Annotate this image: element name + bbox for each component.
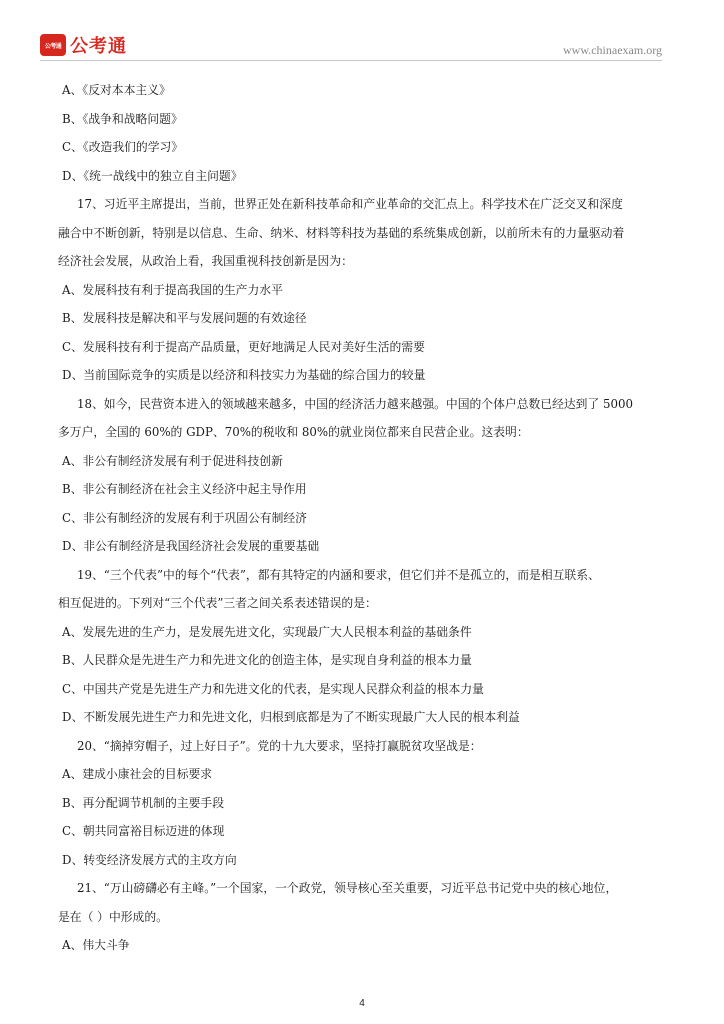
question-20: [62, 732, 666, 875]
option-line: A、非公有制经济发展有利于促进科技创新: [62, 453, 283, 468]
question-16-options: [62, 76, 666, 190]
question-stem-line: 经济社会发展，从政治上看，我国重视科技创新是因为：: [58, 254, 353, 268]
option-line: B、发展科技是解决和平与发展问题的有效途径: [62, 311, 307, 325]
option-line: A、发展科技有利于提高我国的生产力水平: [62, 282, 283, 297]
option-line: D、《统一战线中的独立自主问题》: [62, 168, 243, 183]
option-line: C、发展科技有利于提高产品质量，更好地满足人民对美好生活的需要: [62, 339, 425, 354]
option-line: C、中国共产党是先进生产力和先进文化的代表，是实现人民群众利益的根本力量: [62, 681, 484, 696]
option-line: D、不断发展先进生产力和先进文化，归根到底都是为了不断实现最广大人民的根本利益: [62, 710, 520, 724]
option-line: A、《反对本本主义》: [62, 83, 171, 97]
option-line: A、建成小康社会的目标要求: [62, 767, 213, 781]
question-stem-line: 17、习近平主席提出，当前，世界正处在新科技革命和产业革命的交汇点上。科学技术在广泛交叉和深度: [77, 197, 623, 211]
question-stem-line: 21、“万山磅礴必有主峰。”一个国家，一个政党，领导核心至关重要，习近平总书记党中央的核心地位，: [77, 881, 618, 895]
question-stem-line: 融合中不断创新，特别是以信息、生命、纳米、材料等科技为基础的系统集成创新，以前所未有的力量驱动着: [58, 225, 625, 240]
option-line: A、发展先进的生产力，是发展先进文化，实现最广大人民根本利益的基础条件: [62, 624, 472, 639]
question-stem-line: 18、如今，民营资本进入的领域越来越多，中国的经济活力越来越强。中国的个体户总数已经达到了 5000: [77, 396, 634, 411]
question-21: [58, 874, 666, 960]
question-17: [58, 190, 666, 390]
site-url: www.chinaexam.org: [563, 43, 662, 57]
question-19: [58, 561, 666, 732]
document-body: [58, 76, 666, 960]
option-line: B、非公有制经济在社会主义经济中起主导作用: [62, 482, 307, 496]
option-line: B、《战争和战略问题》: [62, 111, 183, 126]
question-stem-line: 相互促进的。下列对“三个代表”三者之间关系表述错误的是：: [58, 596, 377, 610]
header-divider: [40, 60, 662, 61]
question-stem-line: 20、“摘掉穷帽子，过上好日子”。党的十九大要求，坚持打赢脱贫攻坚战是：: [77, 738, 482, 753]
question-stem-line: 19、“三个代表”中的每个“代表”，都有其特定的内涵和要求，但它们并不是孤立的，而是相互联系、: [77, 567, 600, 582]
option-line: C、《改造我们的学习》: [62, 140, 184, 154]
option-line: B、再分配调节机制的主要手段: [62, 795, 225, 810]
option-line: D、当前国际竞争的实质是以经济和科技实力为基础的综合国力的较量: [62, 368, 426, 382]
logo-text: 公考通: [70, 36, 127, 57]
brand-logo: [40, 32, 127, 58]
option-line: D、转变经济发展方式的主攻方向: [62, 852, 237, 867]
option-line: D、非公有制经济是我国经济社会发展的重要基础: [62, 539, 320, 553]
option-line: C、非公有制经济的发展有利于巩固公有制经济: [62, 510, 307, 525]
page-header: [40, 32, 662, 60]
logo-badge-icon: 公考通: [40, 34, 66, 56]
page-number: 4: [359, 998, 365, 1009]
option-line: C、朝共同富裕目标迈进的体现: [62, 824, 225, 838]
question-18: [58, 390, 666, 561]
question-stem-line: 是在（ ）中形成的。: [58, 909, 168, 924]
option-line: A、伟大斗争: [62, 938, 130, 952]
option-line: B、人民群众是先进生产力和先进文化的创造主体，是实现自身利益的根本力量: [62, 653, 472, 667]
question-stem-line: 多万户，全国的 60%的 GDP、70%的税收和 80%的就业岗位都来自民营企业。这表明：: [58, 425, 529, 439]
